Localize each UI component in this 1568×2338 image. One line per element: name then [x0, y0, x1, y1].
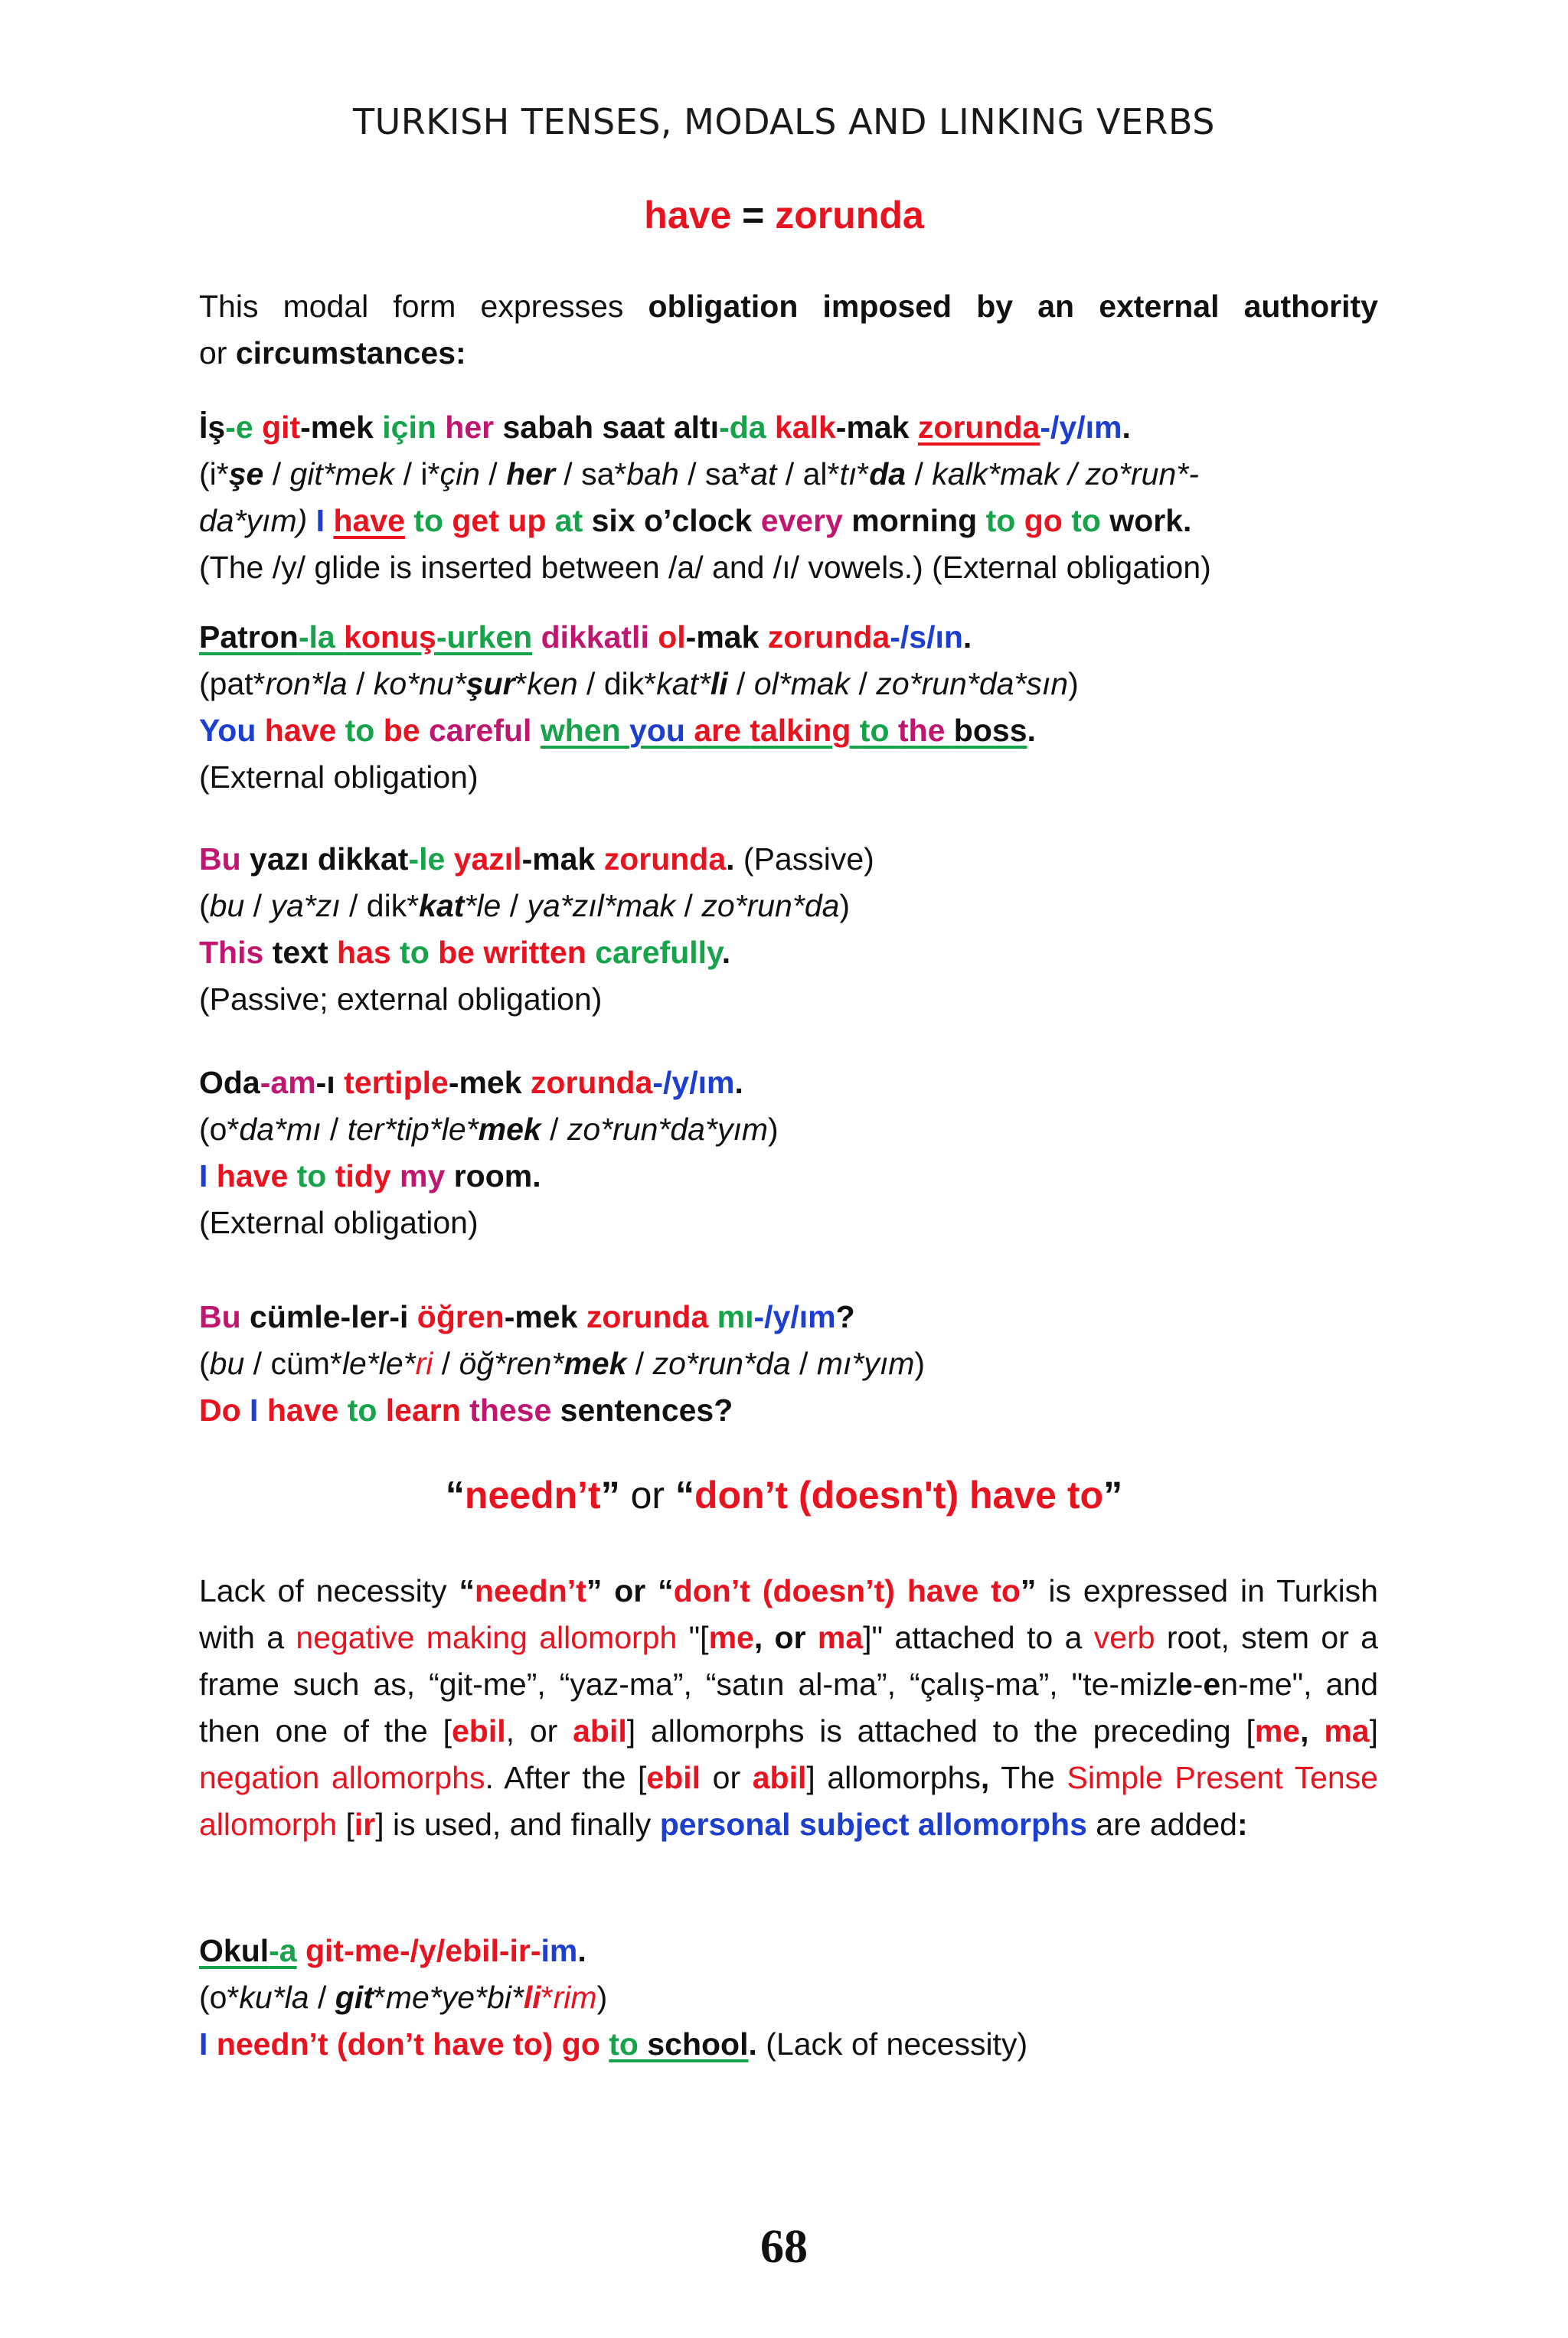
turkish-sentence: Bu yazı dikkat-le yazıl-mak zorunda. (Passive): [199, 841, 874, 877]
example-1: [199, 404, 1393, 591]
turkish-sentence: Okul-a git-me-/y/ebil-ir-im.: [199, 1933, 586, 1968]
section-title-have-zorunda: have = zorunda: [644, 194, 924, 237]
page-number: 68: [760, 2221, 808, 2273]
note: (External obligation): [199, 759, 479, 795]
section-title-neednt: “needn’t” or “don’t (doesn't) have to”: [445, 1474, 1123, 1517]
english-translation: This text has to be written carefully.: [199, 935, 731, 970]
example-4: [199, 1060, 1393, 1246]
example-6: [199, 1928, 1393, 2068]
pronunciation: (pat*ron*la / ko*nu*şur*ken / dik*kat*li / ol*mak / zo*run*da*sın): [199, 666, 1079, 701]
running-header: TURKISH TENSES, MODALS AND LINKING VERBS: [353, 101, 1215, 142]
english-translation: I have to tidy my room.: [199, 1158, 541, 1193]
turkish-sentence: Oda-am-ı tertiple-mek zorunda-/y/ım.: [199, 1065, 743, 1100]
example-3: [199, 836, 1393, 1023]
example-5: [199, 1294, 1393, 1434]
pronunciation: (i*şe / git*mek / i*çin / her / sa*bah / sa*at / al*tı*da / kalk*mak / zo*run*-: [199, 456, 1199, 491]
turkish-sentence: Bu cümle-ler-i öğren-mek zorunda mı-/y/ım?: [199, 1299, 855, 1334]
english-translation: I needn’t (don’t have to) go to school. (Lack of necessity): [199, 2026, 1028, 2062]
pronunciation: (bu / cüm*le*le*ri / öğ*ren*mek / zo*run*da / mı*yım): [199, 1346, 926, 1381]
intro-paragraph: This modal form expresses obligation imposed by an external authority or circumstances:: [199, 289, 1378, 371]
pronunciation: (o*ku*la / git*me*ye*bi*li*rim): [199, 1980, 608, 2015]
turkish-sentence: Patron-la konuş-urken dikkatli ol-mak zorunda-/s/ın.: [199, 619, 972, 655]
note: (The /y/ glide is inserted between /a/ and /ı/ vowels.) (External obligation): [199, 550, 1211, 585]
note: (External obligation): [199, 1205, 479, 1240]
turkish-sentence: İş-e git-mek için her sabah saat altı-da kalk-mak zorunda-/y/ım.: [199, 410, 1131, 445]
example-2: [199, 614, 1393, 801]
pronunciation: (bu / ya*zı / dik*kat*le / ya*zıl*mak / zo*run*da): [199, 888, 851, 923]
english-translation: Do I have to learn these sentences?: [199, 1393, 733, 1428]
english-translation: You have to be careful when you are talking to the boss.: [199, 713, 1036, 748]
pronunciation: (o*da*mı / ter*tip*le*mek / zo*run*da*yım): [199, 1112, 779, 1147]
lack-of-necessity-paragraph: Lack of necessity “needn’t” or “don’t (doesn’t) have to” is expressed in Turkish with a negative making allomorph "[me, or ma]" attached to a verb root, stem or a frame such as, “git-me”, “yaz-ma”, “satın al-ma”, “çalış-ma”, "te-mizle-en-me", and then one of the [ebil, or abil] allomorphs is attached to the preceding [me, ma] negation allomorphs. After the [ebil or abil] allomorphs, The Simple Present Tense allomorph [ir] is used, and finally personal subject allomorphs are added:: [199, 1573, 1378, 1842]
english-translation: da*yım) I have to get up at six o’clock every morning to go to work.: [199, 503, 1192, 538]
note: (Passive; external obligation): [199, 981, 603, 1017]
